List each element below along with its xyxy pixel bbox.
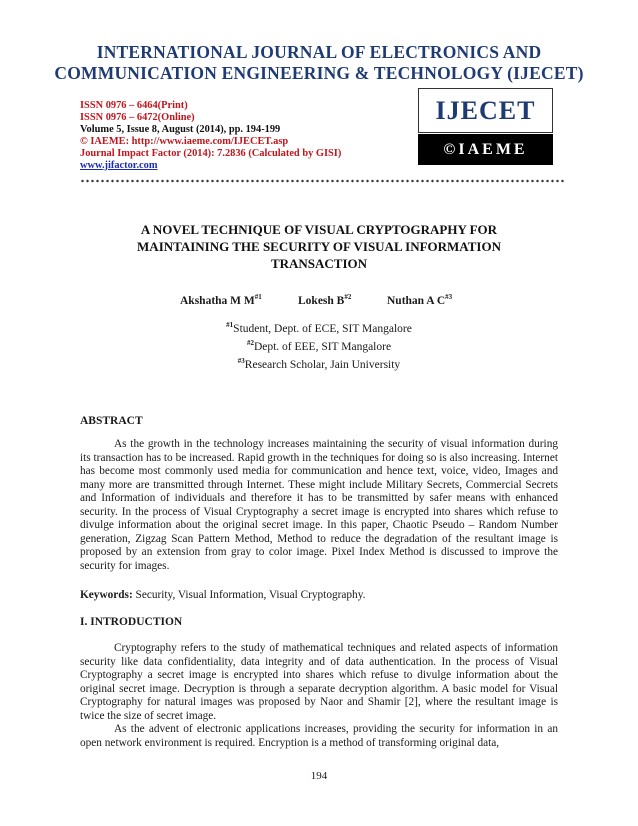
- author-1: [180, 293, 262, 307]
- logo-publisher: ©IAEME: [418, 134, 553, 165]
- issn-online: ISSN 0976 – 6472(Online): [80, 112, 195, 123]
- affiliation-3: [80, 354, 558, 372]
- impact-factor: Journal Impact Factor (2014): 7.2836 (Calculated by GISI): [80, 148, 342, 159]
- abstract-body: [80, 438, 558, 573]
- keywords-text: Security, Visual Information, Visual Cryptography.: [135, 589, 366, 601]
- affiliation-1: [80, 318, 558, 336]
- paper-title-line1: A NOVEL TECHNIQUE OF VISUAL CRYPTOGRAPHY FOR: [140, 222, 498, 237]
- logo-name: IJECET: [418, 88, 553, 133]
- author-2: [298, 293, 351, 307]
- author-name: Lokesh B: [298, 294, 345, 307]
- author-mark: #3: [445, 293, 453, 301]
- keywords: [80, 589, 558, 601]
- author-name: Akshatha M M: [180, 294, 255, 307]
- paper-title-line3: TRANSACTION: [270, 256, 368, 271]
- issn-print: ISSN 0976 – 6464(Print): [80, 100, 188, 111]
- affiliation-text: Student, Dept. of ECE, SIT Mangalore: [233, 322, 412, 335]
- volume-info: Volume 5, Issue 8, August (2014), pp. 194-199: [80, 124, 281, 135]
- journal-title-line2: COMMUNICATION ENGINEERING & TECHNOLOGY (IJECET): [54, 63, 584, 83]
- paper-title: [80, 221, 558, 272]
- paper-title-line2: MAINTAINING THE SECURITY OF VISUAL INFORMATION: [137, 239, 501, 254]
- author-3: [387, 293, 452, 307]
- website-link[interactable]: www.jifactor.com: [80, 160, 158, 171]
- affiliation-text: Research Scholar, Jain University: [244, 358, 401, 371]
- journal-meta: [80, 100, 410, 172]
- affiliation-mark: #2: [246, 338, 254, 347]
- abstract-heading: ABSTRACT: [80, 415, 143, 427]
- affiliation-mark: #1: [226, 321, 234, 329]
- introduction-para1: Cryptography refers to the study of mathematical techniques and related aspects of information security like data confidentiality, data integrity and of data authentication. In the process of Visual Cryptography a secret image is encrypted into shares which refuse to divulge information about the original secret image. Decryption is through a separate decryption algorithm. A basic model for Visual Cryptography for natural images was proposed by Naor and Shamir [2], where the resultant image is twice the size of secret image.: [80, 642, 558, 722]
- dotted-divider: [80, 178, 564, 184]
- affiliation-2: [80, 336, 558, 354]
- introduction-body: [80, 642, 558, 750]
- iaeme-url: © IAEME: http://www.iaeme.com/IJECET.asp: [80, 136, 289, 147]
- author-mark: #1: [254, 293, 262, 301]
- author-name: Nuthan A C: [387, 294, 446, 307]
- journal-title-line1: INTERNATIONAL JOURNAL OF ELECTRONICS AND: [96, 42, 542, 62]
- affiliation-mark: #3: [237, 356, 245, 365]
- introduction-heading: I. INTRODUCTION: [80, 616, 183, 628]
- page-number: 194: [310, 770, 328, 782]
- journal-logo: [418, 88, 553, 165]
- introduction-para2: As the advent of electronic applications increases, providing the security for information in an open network environment is required. Encryption is a method of transforming original data,: [80, 723, 558, 749]
- author-mark: #2: [344, 293, 352, 301]
- keywords-label: Keywords:: [80, 589, 133, 601]
- abstract-text: As the growth in the technology increases maintaining the security of visual information during its transaction has to be increased. Rapid growth in the techniques for doing so is also increasing. Internet has become most commonly used media for communication and hence text, voice, video, Images and many more are transmitted through Internet. These might include Military Secrets, Commercial Secrets and Information of individuals and therefore it has to be transmitted by safer means with enhanced security. In the process of Visual Cryptography a secret image is encrypted into shares which refuse to divulge information about the original secret image. In this paper, Chaotic Pseudo – Random Number generation, Zigzag Scan Pattern Method, Method to reduce the degradation of the resultant image is proposed by an extension from gray to color image. Pixel Index Method is discussed to improve the security for images.: [80, 438, 558, 572]
- journal-title: [40, 42, 598, 84]
- affiliation-list: [80, 318, 558, 371]
- affiliation-text: Dept. of EEE, SIT Mangalore: [253, 340, 392, 353]
